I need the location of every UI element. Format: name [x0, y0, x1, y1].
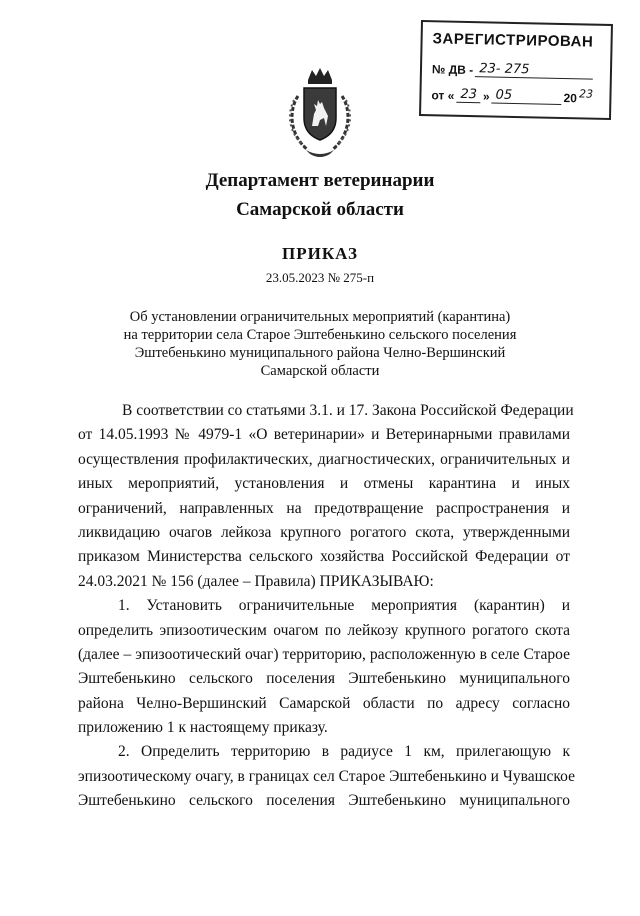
body-line: эпизоотическому очагу, в границах сел Старое Эштебенькино и Чувашское: [78, 767, 575, 785]
stamp-date-line: [431, 86, 595, 105]
coat-of-arms-emblem: [284, 66, 356, 158]
registration-stamp: [419, 20, 613, 120]
subject-line: на территории села Старое Эштебенькино сельского поселения: [123, 327, 517, 343]
document-subject: [90, 308, 550, 380]
subject-line: Эштебенькино муниципального района Челно-Вершинский: [134, 345, 506, 361]
body-line: от 14.05.1993 № 4979-1 «О ветеринарии» и Ветеринарными правилами: [78, 426, 570, 444]
body-line: 24.03.2021 № 156 (далее – Правила) ПРИКАЗЫВАЮ:: [78, 572, 434, 590]
body-line: приказом Министерства сельского хозяйства Российской Федерации от: [78, 548, 570, 566]
subject-line: Об установлении ограничительных мероприятий (карантина): [129, 309, 511, 325]
stamp-title: ЗАРЕГИСТРИРОВАН: [432, 30, 594, 51]
stamp-date-mid: »: [482, 89, 490, 104]
stamp-date-label: от «: [431, 88, 455, 103]
organization-name-line1: Департамент ветеринарии: [205, 170, 435, 191]
stamp-date-year: 23: [578, 87, 594, 101]
body-line: 2. Определить территорию в радиусе 1 км, прилегающую к: [118, 743, 570, 761]
stamp-date-day: 23: [456, 87, 481, 104]
body-line: Эштебенькино сельского поселения Эштебенькино муниципального: [78, 792, 570, 810]
stamp-number-label: № ДВ -: [431, 62, 474, 78]
document-date-number: 23.05.2023 № 275-п: [265, 270, 375, 285]
body-line: 1. Установить ограничительные мероприятия (карантин) и: [118, 597, 570, 615]
stamp-number-value: 23- 275: [475, 61, 593, 79]
body-line: иных мероприятий, установления и отмены карантина и иных: [78, 475, 570, 493]
body-line: ограничений, направленных на предотвращение распространения и: [78, 499, 570, 517]
document-body: [78, 399, 575, 814]
stamp-date-year-prefix: 20: [563, 91, 578, 106]
body-line: (далее – эпизоотический очаг) территорию, расположенную в селе Старое: [78, 645, 570, 663]
body-line: района Челно-Вершинский Самарской области по адресу согласно: [78, 694, 570, 712]
stamp-number-line: [432, 60, 596, 79]
body-line: ликвидацию очагов лейкоза крупного рогатого скота, утвержденными: [78, 523, 570, 541]
body-line: определить эпизоотическим очагом по лейкозу крупного рогатого скота: [78, 621, 570, 639]
body-line: В соответствии со статьями 3.1. и 17. Закона Российской Федерации: [122, 402, 574, 419]
document-type-title: ПРИКАЗ: [282, 244, 358, 263]
organization-name-line2: Самарской области: [236, 199, 404, 220]
body-line: осуществления профилактических, диагностических, ограничительных и: [78, 450, 570, 468]
stamp-date-month: 05: [491, 87, 561, 104]
body-line: приложению 1 к настоящему приказу.: [78, 719, 328, 737]
body-line: Эштебенькино сельского поселения Эштебенькино муниципального: [78, 670, 570, 688]
subject-line: Самарской области: [260, 363, 380, 379]
